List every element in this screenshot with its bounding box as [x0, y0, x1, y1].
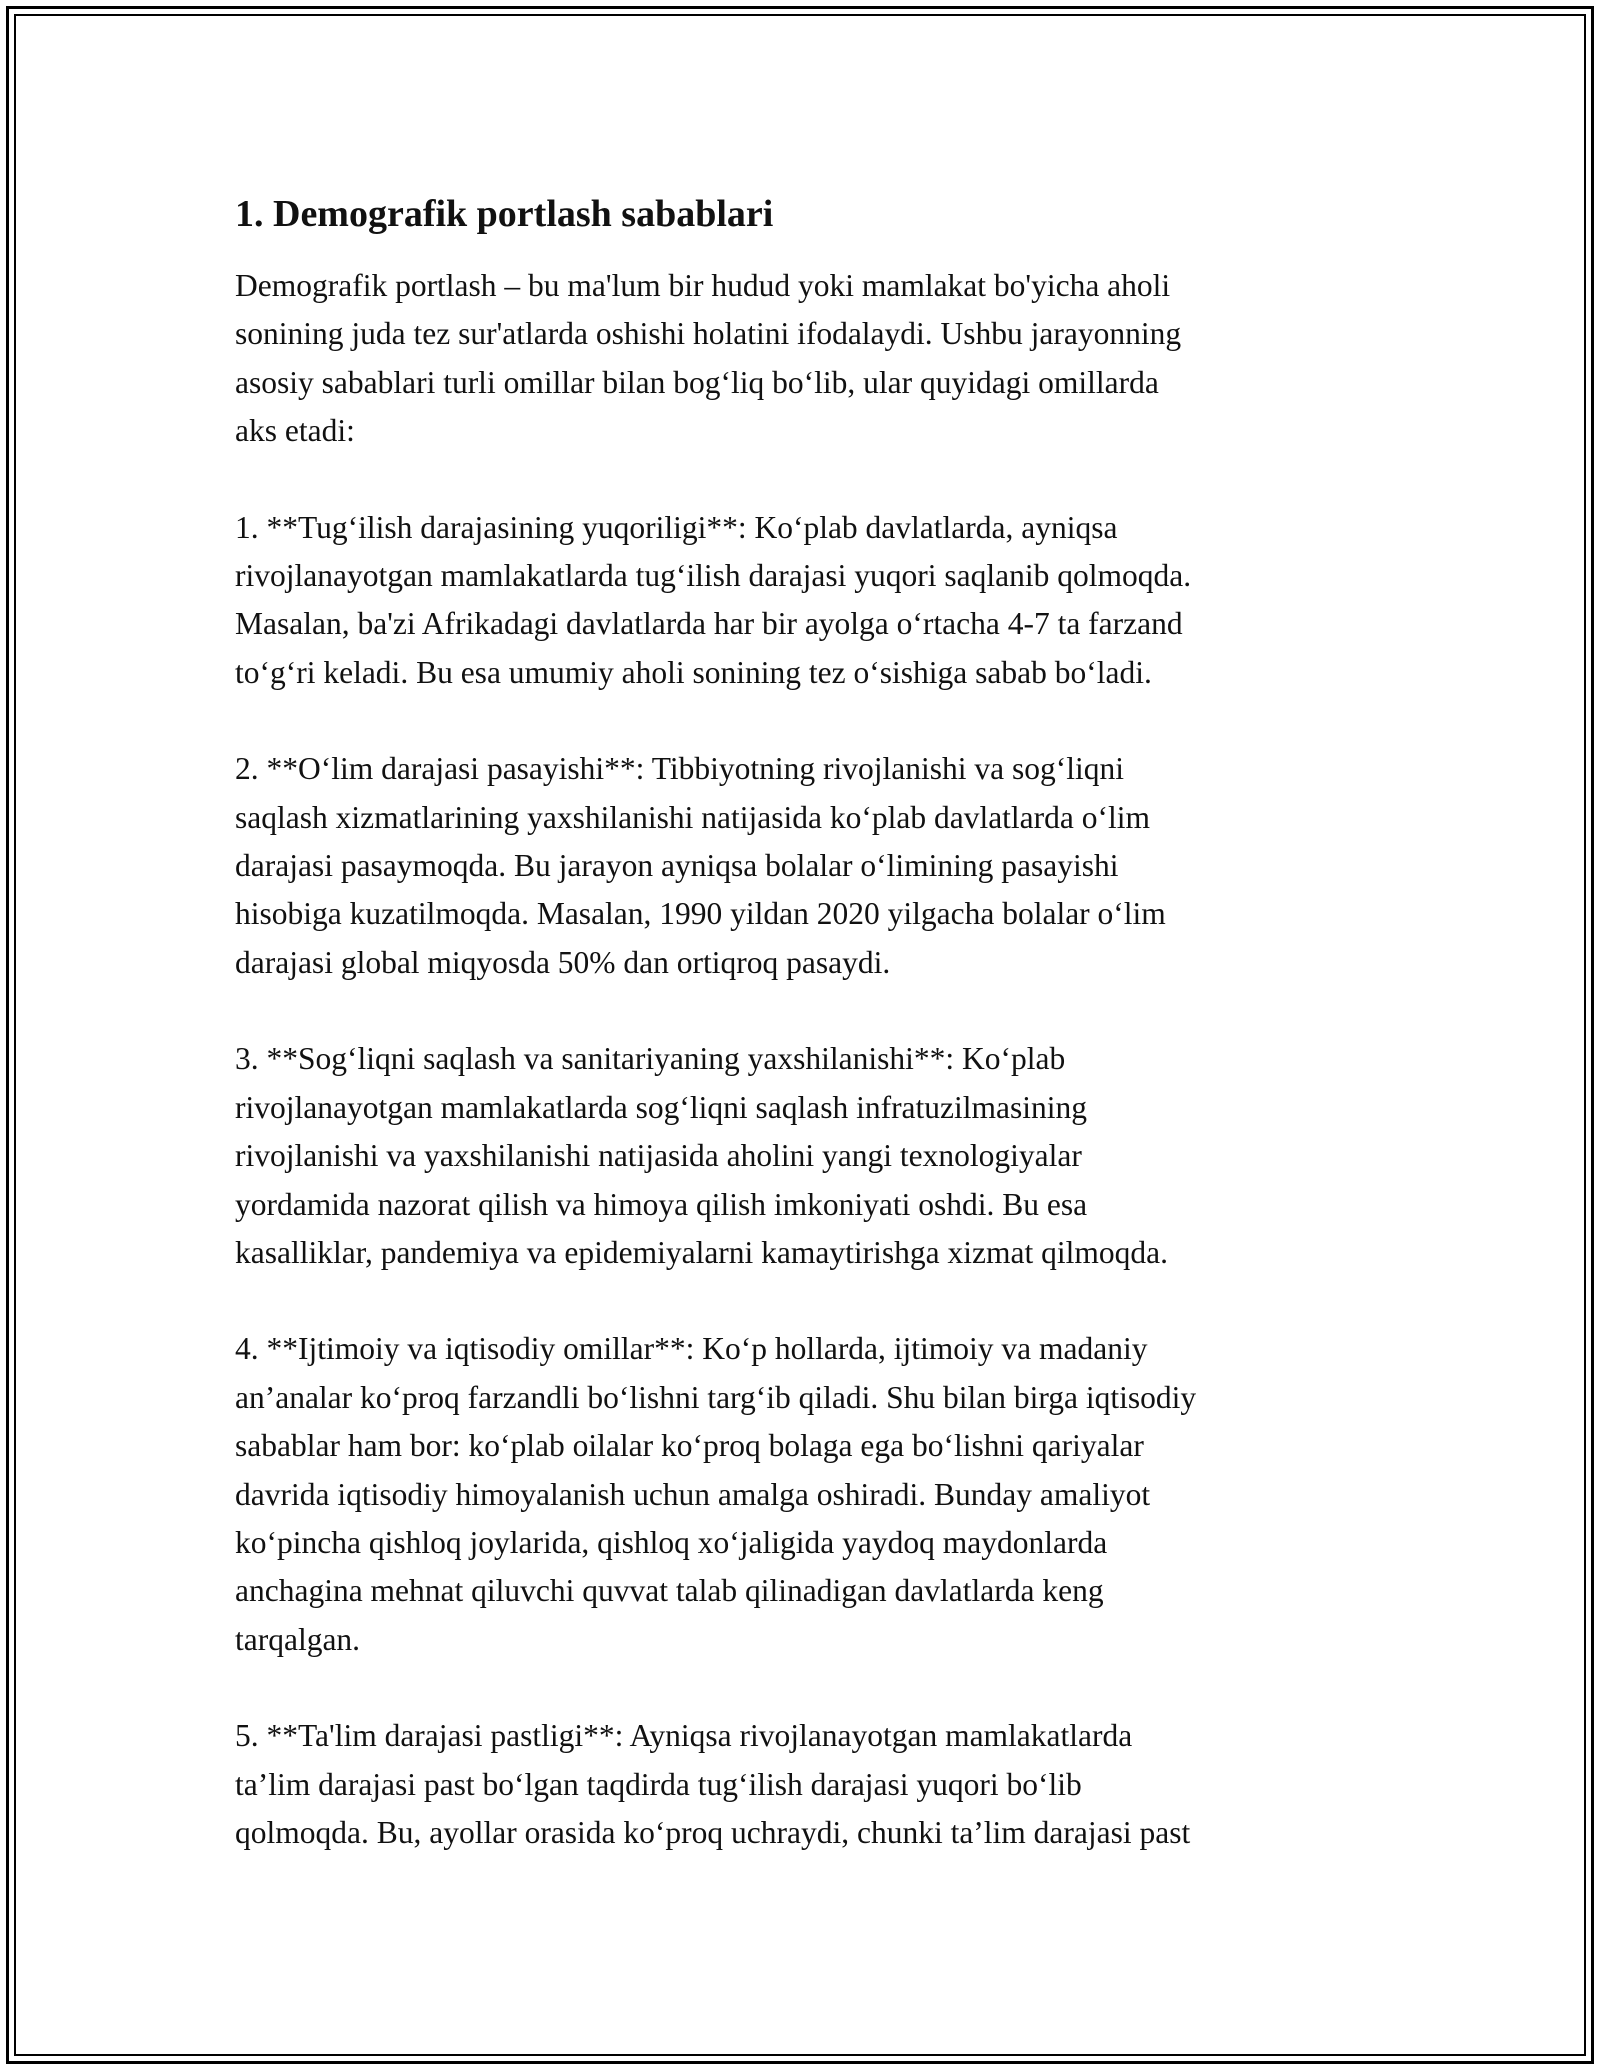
text-line: 1. **Tug‘ilish darajasining yuqoriligi**: Ko‘plab davlatlarda, ayniqsa	[235, 509, 1118, 545]
text-line: Masalan, ba'zi Afrikadagi davlatlarda har bir ayolga o‘rtacha 4-7 ta farzand	[235, 606, 1183, 642]
text-line: Demografik portlash – bu ma'lum bir hudud yoki mamlakat bo'yicha aholi	[235, 268, 1171, 303]
text-line: kasalliklar, pandemiya va epidemiyalarni kamaytirishga xizmat qilmoqda.	[235, 1234, 1168, 1270]
section-heading: 1. Demografik portlash sabablari	[235, 193, 774, 235]
text-line: sabablar ham bor: ko‘plab oilalar ko‘proq bolaga ega bo‘lishni qariyalar	[235, 1428, 1144, 1464]
text-line: darajasi pasaymoqda. Bu jarayon ayniqsa bolalar o‘limining pasayishi	[235, 848, 1119, 884]
text-line: to‘g‘ri keladi. Bu esa umumiy aholi sonining tez o‘sishiga sabab bo‘ladi.	[235, 654, 1152, 690]
document-body	[235, 188, 1375, 1857]
text-line: anchagina mehnat qiluvchi quvvat talab qilinadigan davlatlarda keng	[235, 1573, 1104, 1609]
text-line: 2. **O‘lim darajasi pasayishi**: Tibbiyotning rivojlanishi va sog‘liqni	[235, 751, 1124, 787]
text-line: ko‘pincha qishloq joylarida, qishloq xo‘jaligida yaydoq maydonlarda	[235, 1524, 1108, 1560]
cause-paragraph-education	[235, 1712, 1375, 1857]
cause-paragraph-mortality	[235, 745, 1375, 987]
cause-paragraph-healthcare	[235, 1035, 1375, 1277]
intro-paragraph	[235, 262, 1375, 456]
text-line: davrida iqtisodiy himoyalanish uchun amalga oshiradi. Bunday amaliyot	[235, 1476, 1151, 1512]
text-line: an’analar ko‘proq farzandli bo‘lishni targ‘ib qiladi. Shu bilan birga iqtisodiy	[235, 1379, 1197, 1415]
text-line: rivojlanishi va yaxshilanishi natijasida aholini yangi texnologiyalar	[235, 1138, 1082, 1174]
text-line: qolmoqda. Bu, ayollar orasida ko‘proq uchraydi, chunki ta’lim darajasi past	[235, 1814, 1191, 1850]
text-line: darajasi global miqyosda 50% dan ortiqroq pasaydi.	[235, 944, 891, 980]
text-line: aks etadi:	[235, 413, 355, 449]
text-line: 3. **Sog‘liqni saqlash va sanitariyaning yaxshilanishi**: Ko‘plab	[235, 1041, 1066, 1077]
text-line: rivojlanayotgan mamlakatlarda tug‘ilish darajasi yuqori saqlanib qolmoqda.	[235, 558, 1192, 594]
cause-paragraph-socioeconomic	[235, 1325, 1375, 1664]
text-line: asosiy sabablari turli omillar bilan bog‘liq bo‘lib, ular quyidagi omillarda	[235, 364, 1159, 400]
text-line: rivojlanayotgan mamlakatlarda sog‘liqni saqlash infratuzilmasining	[235, 1089, 1088, 1125]
text-line: 4. **Ijtimoiy va iqtisodiy omillar**: Ko‘p hollarda, ijtimoiy va madaniy	[235, 1331, 1148, 1367]
cause-paragraph-birth-rate	[235, 504, 1375, 698]
text-line: hisobiga kuzatilmoqda. Masalan, 1990 yildan 2020 yilgacha bolalar o‘lim	[235, 896, 1166, 932]
text-line: 5. **Ta'lim darajasi pastligi**: Ayniqsa rivojlanayotgan mamlakatlarda	[235, 1718, 1133, 1754]
text-line: sonining juda tez sur'atlarda oshishi holatini ifodalaydi. Ushbu jarayonning	[235, 316, 1182, 352]
text-line: tarqalgan.	[235, 1621, 361, 1657]
text-line: yordamida nazorat qilish va himoya qilish imkoniyati oshdi. Bu esa	[235, 1186, 1088, 1222]
text-line: ta’lim darajasi past bo‘lgan taqdirda tug‘ilish darajasi yuqori bo‘lib	[235, 1766, 1082, 1802]
text-line: saqlash xizmatlarining yaxshilanishi natijasida ko‘plab davlatlarda o‘lim	[235, 799, 1151, 835]
